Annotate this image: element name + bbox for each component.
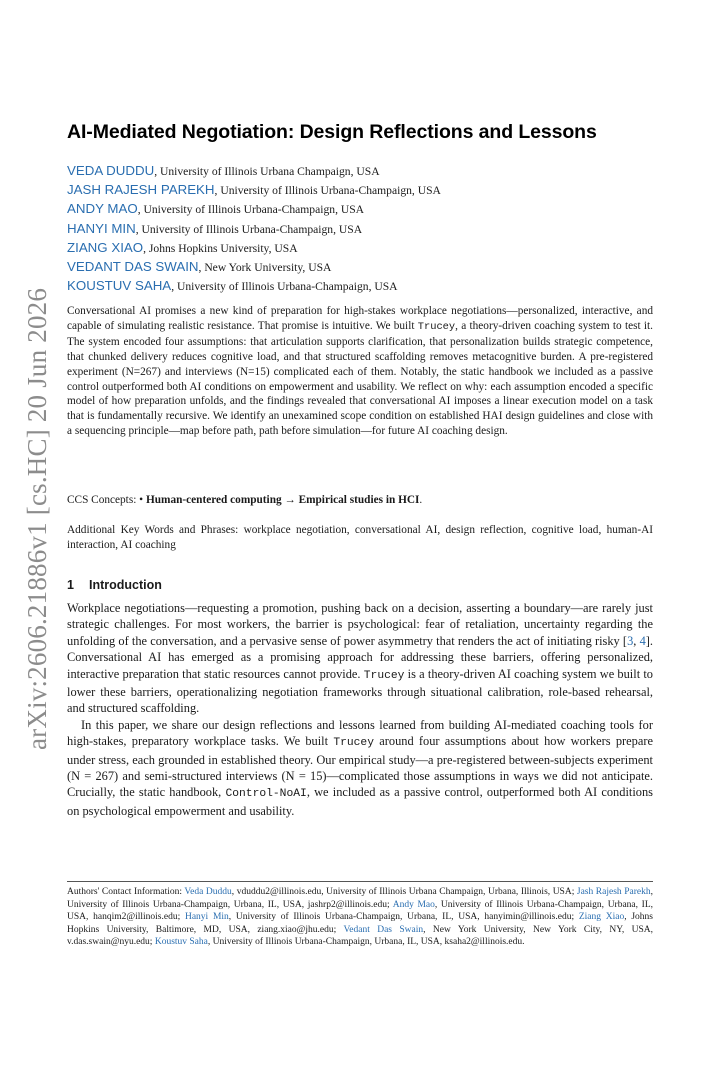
author-line — [67, 276, 653, 295]
body-text: ]. Conversational AI has emerged as a promising approach for addressing these barriers, offering personalized, interactive preparation that static resources cannot provide. — [67, 633, 653, 681]
body-text: around four assumptions about how workers prepare under stress, each grounded in established theory. Our empirical study—a pre-registered between-subjects experiment (N = 267) and semi-structured interviews (N = 15)—complicated those assumptions in ways we did not anticipate. Crucially, the static handbook, — [67, 734, 653, 800]
keywords: Additional Key Words and Phrases: workplace negotiation, conversational AI, design reflection, cognitive load, human-AI interaction, AI coaching — [67, 524, 653, 551]
system-name: Trucey — [333, 737, 374, 750]
footnote-author-link[interactable]: Ziang Xiao — [578, 912, 625, 923]
arxiv-identifier: arXiv:2606.21886v1 [cs.HC] 20 Jun 2026 — [22, 287, 52, 750]
author-line — [67, 180, 653, 199]
footnote-author-info: , University of Illinois Urbana-Champaign, Urbana, IL, USA, ksaha2@illinois.edu. — [207, 937, 525, 948]
author-name-link[interactable]: ANDY MAO — [67, 201, 138, 217]
footnote-author-info: , University of Illinois Urbana-Champaign, Urbana, IL, USA, hanyimin@illinois.edu; — [228, 912, 579, 923]
author-affiliation: , New York University, USA — [198, 260, 332, 274]
author-affiliation: , University of Illinois Urbana Champaign, USA — [154, 165, 380, 178]
body-text: Workplace negotiations—requesting a promotion, pushing back on a decision, asserting a boundary—are rarely just strategic challenges. For most workers, the barrier is psychological: fear of retaliation, uncertainty regarding the unfolding of the conversation, and a pervasive sense of power asymmetry that renders the act of initiating risky [ — [67, 601, 653, 648]
author-name-link[interactable]: ZIANG XIAO — [67, 239, 144, 255]
author-line — [67, 238, 653, 257]
ccs-concept: Human-centered computing → Empirical studies in HCI — [145, 494, 420, 506]
footnote-author-info: , University of Illinois Urbana-Champaign, Urbana, IL, USA, hanqim2@illinois.edu; — [67, 899, 654, 923]
author-contact-footnote — [67, 886, 653, 949]
author-line — [67, 257, 653, 276]
condition-name: Control-NoAI — [225, 788, 307, 801]
body-text: is a theory-driven AI coaching system we built to lower these barriers, operationalizing negotiation frameworks through situational calibration, role-based rehearsal, and structured scaffolding. — [67, 666, 653, 716]
introduction-body — [67, 600, 653, 819]
ccs-end: . — [419, 494, 423, 506]
author-name-link[interactable]: VEDANT DAS SWAIN — [67, 258, 199, 274]
system-name: Trucey — [417, 320, 456, 333]
citation-link[interactable]: 3 — [627, 633, 634, 648]
author-affiliation: , University of Illinois Urbana-Champaign, USA — [137, 203, 365, 217]
author-line — [67, 199, 653, 218]
intro-paragraph — [67, 600, 653, 717]
author-affiliation: , University of Illinois Urbana-Champaign, USA — [135, 222, 363, 236]
abstract-text: Conversational AI promises a new kind of preparation for high-stakes workplace negotiations—personalized, interactive, and capable of simulating realistic resistance. That promise is intuitive. We built — [67, 305, 653, 332]
author-name-link[interactable]: KOUSTUV SAHA — [67, 278, 172, 294]
footnote-author-link[interactable]: Veda Duddu — [184, 887, 232, 897]
body-text: , — [633, 633, 640, 648]
author-line — [67, 161, 653, 180]
footnote-author-info: , vduddu2@illinois.edu, University of Illinois Urbana Champaign, Urbana, Illinois, USA; — [231, 887, 577, 897]
footnote-author-link[interactable]: Vedant Das Swain — [343, 924, 424, 935]
ccs-label: CCS Concepts: • — [67, 494, 146, 506]
footnote-author-info: , Johns Hopkins University, Baltimore, MD, USA, ziang.xiao@jhu.edu; — [67, 912, 653, 935]
author-affiliation: , University of Illinois Urbana-Champaign, USA — [214, 184, 441, 198]
system-name: Trucey — [363, 669, 405, 682]
footnote-author-link[interactable]: Andy Mao — [392, 899, 435, 910]
section-title: Introduction — [89, 578, 162, 592]
body-text: , we included as a passive control, outperformed both AI conditions on psychological empowerment and usability. — [67, 785, 653, 818]
footnote-author-link[interactable]: Koustuv Saha — [154, 937, 208, 948]
author-list — [67, 161, 653, 295]
footnote-divider — [67, 881, 653, 882]
author-name-link[interactable]: VEDA DUDDU — [67, 163, 155, 178]
author-affiliation: , University of Illinois Urbana-Champaign, USA — [171, 280, 398, 294]
author-line — [67, 219, 653, 238]
section-number: 1 — [67, 578, 74, 592]
ccs-concepts — [67, 494, 653, 506]
footnote-author-link[interactable]: Jash Rajesh Parekh — [576, 887, 651, 897]
body-text: In this paper, we share our design reflections and lessons learned from building AI-mediated coaching tools for high-stakes, preparatory workplace tasks. We built — [67, 717, 653, 749]
paper-title: AI-Mediated Negotiation: Design Reflections and Lessons — [67, 121, 597, 143]
author-name-link[interactable]: JASH RAJESH PAREKH — [67, 182, 215, 198]
footnote-author-link[interactable]: Hanyi Min — [184, 912, 229, 923]
author-name-link[interactable]: HANYI MIN — [67, 220, 136, 236]
footnote-author-info: , University of Illinois Urbana-Champaign, Urbana, IL, USA, jashrp2@illinois.edu; — [67, 887, 653, 910]
footnote-author-info: , New York University, New York City, NY, USA, v.das.swain@nyu.edu; — [67, 924, 654, 948]
author-affiliation: , Johns Hopkins University, USA — [143, 241, 298, 255]
citation-link[interactable]: 4 — [639, 633, 646, 648]
section-heading — [67, 578, 162, 592]
abstract — [67, 304, 653, 439]
intro-paragraph — [67, 717, 653, 819]
footnote-lead: Authors' Contact Information: — [67, 887, 185, 897]
abstract-text: , a theory-driven coaching system to test it. The system encoded four assumptions: that articulation supports clarification, that personalization builds strategic competence, that chunked delivery reduces cognitive load, and that structured scaffolding removes metacognitive burden. A pre-registered experiment (N=267) and interviews (N=15) complicated each of them. Notably, the static handbook we included as a passive control outperformed both AI conditions on empowerment and usability. We reflect on why: each assumption encoded a specific model of how preparation unfolds, and the findings revealed that conversational AI imposes a linear execution model on a task that is fundamentally recursive. We identify an unexamined scope condition on established HAI design guidelines and close with a sequencing principle—map before path, path before simulation—for future AI coaching design. — [67, 319, 654, 438]
